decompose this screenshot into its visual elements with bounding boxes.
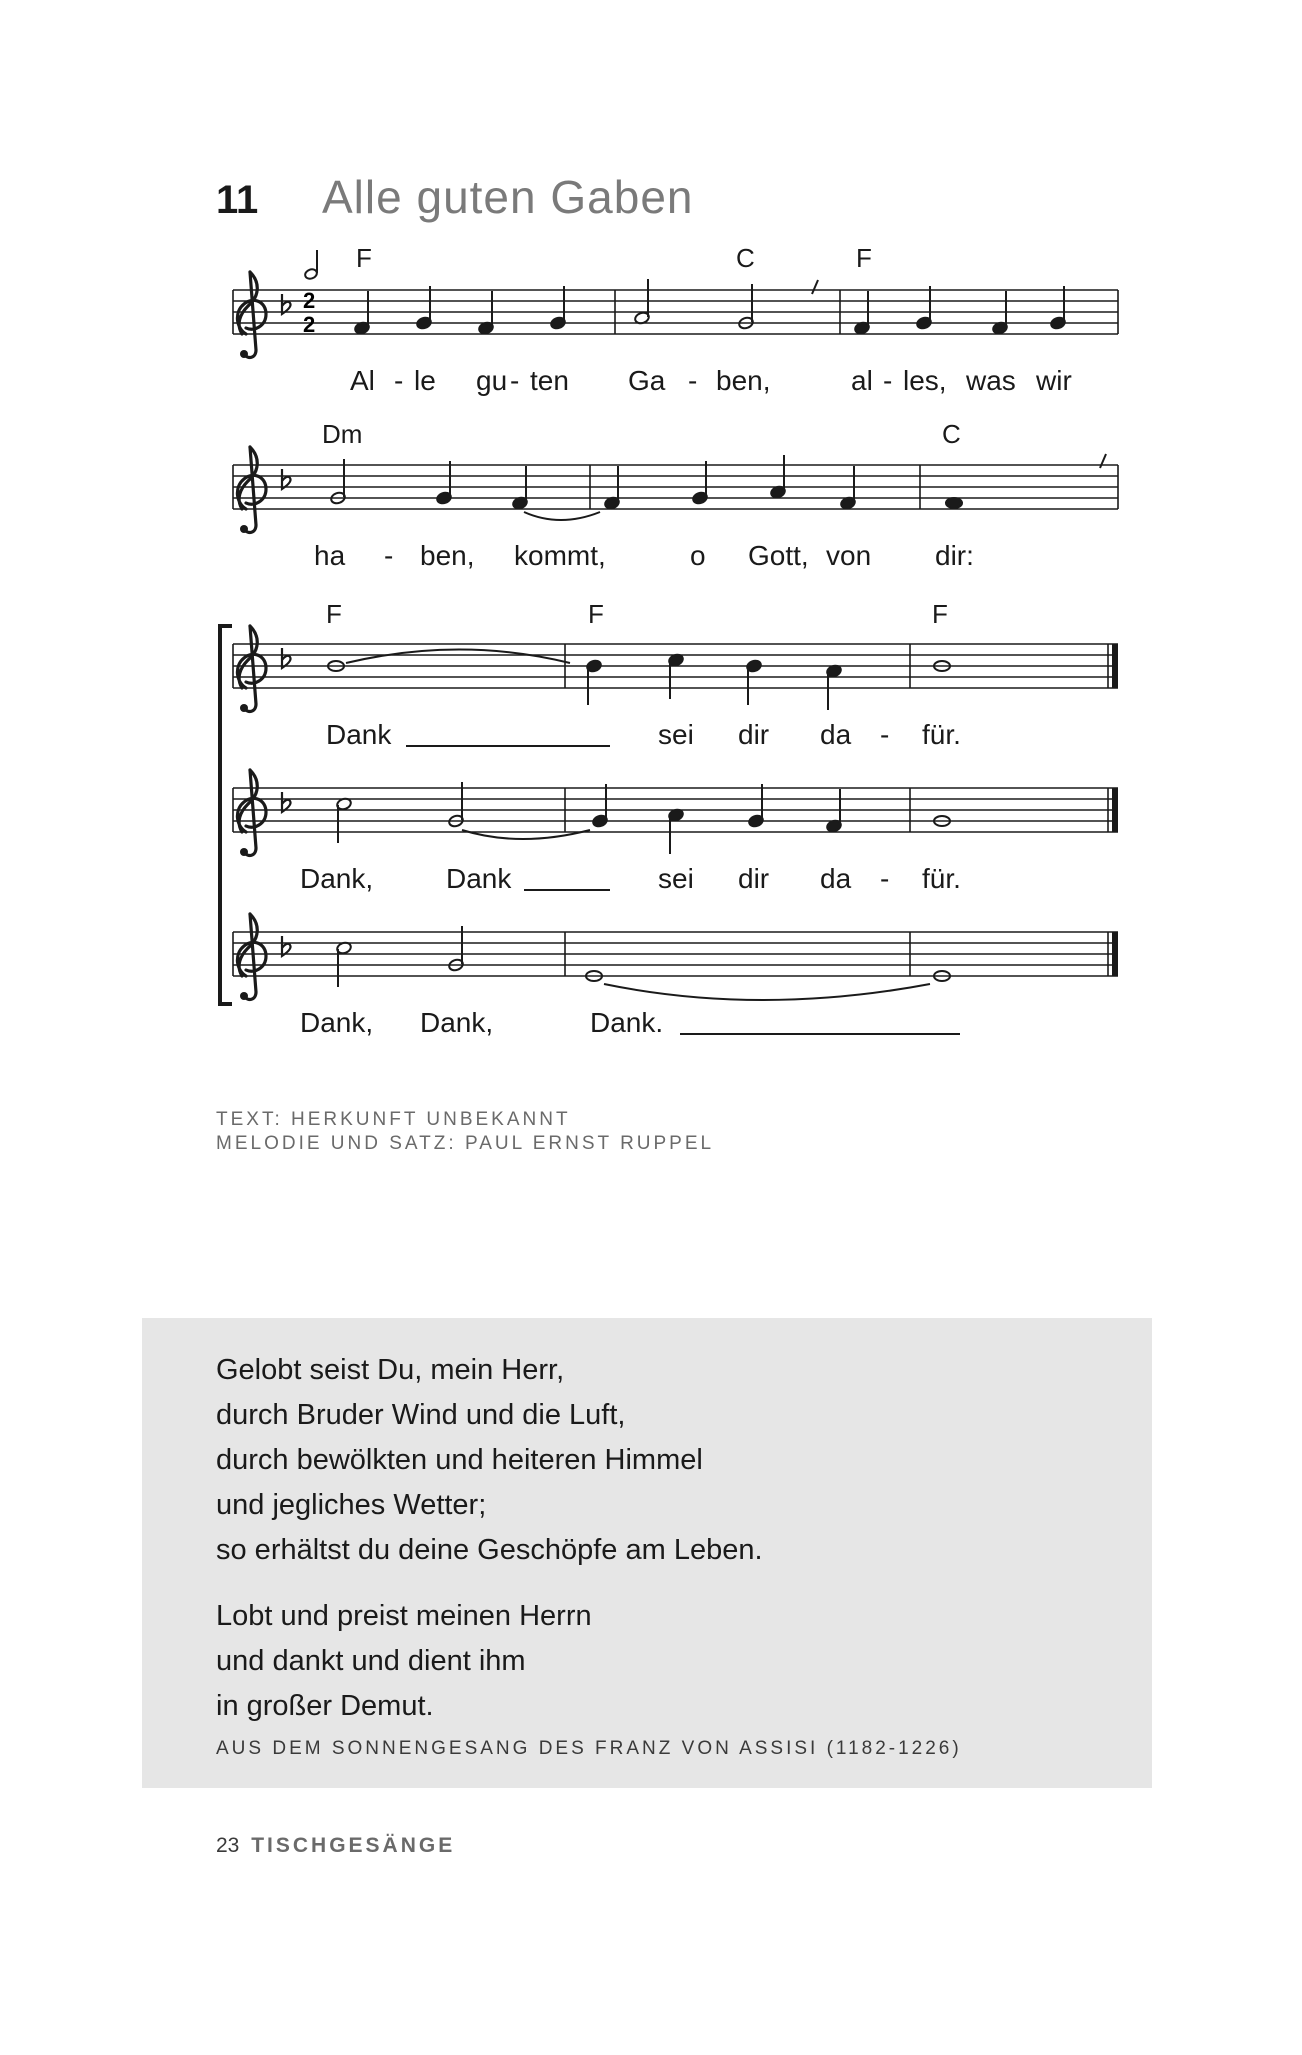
section-title: TISCHGESÄNGE [251,1834,456,1857]
time-signature-top: 2 [303,288,316,313]
flat-sign [282,648,291,668]
lyric-syllable: dir [738,863,770,894]
lyric-hyphen: - [384,540,394,571]
lyric-syllable: Dank, [300,863,374,894]
quote-line: so erhältst du deine Geschöpfe am Leben. [216,1534,763,1566]
lyric-syllable: für. [922,719,961,750]
flat-sign [282,294,291,314]
flat-sign [282,469,291,489]
page-number: 23 [216,1834,240,1857]
page-footer [216,1834,455,1858]
flat-sign [282,792,291,812]
staff-system-2 [233,419,1118,571]
lyric-syllable: Dank [446,863,512,894]
lyric-syllable: von [826,540,872,571]
quote-line: durch bewölkten und heiteren Himmel [216,1444,703,1476]
lyric-syllable: o [690,540,706,571]
notes-system-5 [336,926,950,1000]
treble-clef [237,914,266,1000]
chord-label: C [736,243,755,273]
lyric-syllable: ben, [420,540,475,571]
lyric-syllable: Al [350,365,375,396]
lyric-syllable: al [851,365,873,396]
quote-stanza-2 [216,1594,763,1729]
notes-system-4 [336,782,950,854]
lyric-syllable: Dank. [590,1007,664,1038]
lyric-hyphen: - [688,365,698,396]
lyric-syllable: wir [1036,365,1072,396]
lyric-syllable: für. [922,863,961,894]
song-number: 11 [216,178,259,222]
time-signature-bottom: 2 [303,312,316,337]
lyric-syllable: Dank, [300,1007,374,1038]
lyric-syllable: le [414,365,436,396]
song-title: Alle guten Gaben [322,171,694,223]
lyric-syllable: dir [738,719,770,750]
quote-line: und dankt und dient ihm [216,1645,526,1677]
lyric-syllable: sei [658,719,694,750]
lyric-syllable: ha [314,540,346,571]
lyric-syllable: Gott, [748,540,809,571]
lyric-syllable: Dank, [420,1007,494,1038]
lyric-hyphen: - [880,863,890,894]
notes-system-1 [354,279,1067,335]
lyric-syllable: Dank [326,719,392,750]
quote-line: Gelobt seist Du, mein Herr, [216,1354,565,1386]
chord-label: F [856,243,872,273]
lyric-syllable: Ga [628,365,666,396]
treble-clef [237,447,266,533]
lyric-hyphen: - [394,365,404,396]
quote-box [142,1318,1152,1788]
lyric-syllable: gu [476,365,508,396]
quote-line: in großer Demut. [216,1690,434,1722]
quote-body [216,1348,763,1750]
lyric-syllable: kommt, [514,540,606,571]
staff-system-5 [233,914,1118,1038]
lyric-hyphen: - [883,365,893,396]
quote-line: durch Bruder Wind und die Luft, [216,1399,626,1431]
lyric-syllable: ten [530,365,569,396]
quote-source: AUS DEM SONNENGESANG DES FRANZ VON ASSISI (1182-1226) [216,1738,962,1759]
treble-clef [237,626,266,712]
lyric-syllable: da [820,719,852,750]
lyric-syllable: sei [658,863,694,894]
treble-clef [237,272,266,358]
staff-system-4 [233,770,1118,894]
quote-stanza-1 [216,1348,763,1573]
chord-label: F [326,599,342,629]
quote-line: und jegliches Wetter; [216,1489,487,1521]
lyric-syllable: dir: [935,540,974,571]
song-credits [216,1108,714,1156]
treble-clef [237,770,266,856]
lyric-syllable: ben, [716,365,771,396]
chord-label: F [932,599,948,629]
lyric-syllable: da [820,863,852,894]
staff-system-1 [233,243,1118,396]
quote-line: Lobt und preist meinen Herrn [216,1600,592,1632]
lyric-hyphen: - [880,719,890,750]
chord-label: Dm [322,419,363,449]
melody-credit: MELODIE UND SATZ: PAUL ERNST RUPPEL [216,1133,715,1154]
chord-label: F [588,599,604,629]
lyric-syllable: les, [903,365,947,396]
chord-label: C [942,419,961,449]
flat-sign [282,936,291,956]
lyric-hyphen: - [510,365,520,396]
text-credit: TEXT: HERKUNFT UNBEKANNT [216,1109,571,1130]
voice-bracket [220,626,232,1004]
staff-system-3 [233,599,1118,750]
notes-system-3 [328,650,950,711]
lyric-syllable: was [966,365,1016,396]
chord-label: F [356,243,372,273]
